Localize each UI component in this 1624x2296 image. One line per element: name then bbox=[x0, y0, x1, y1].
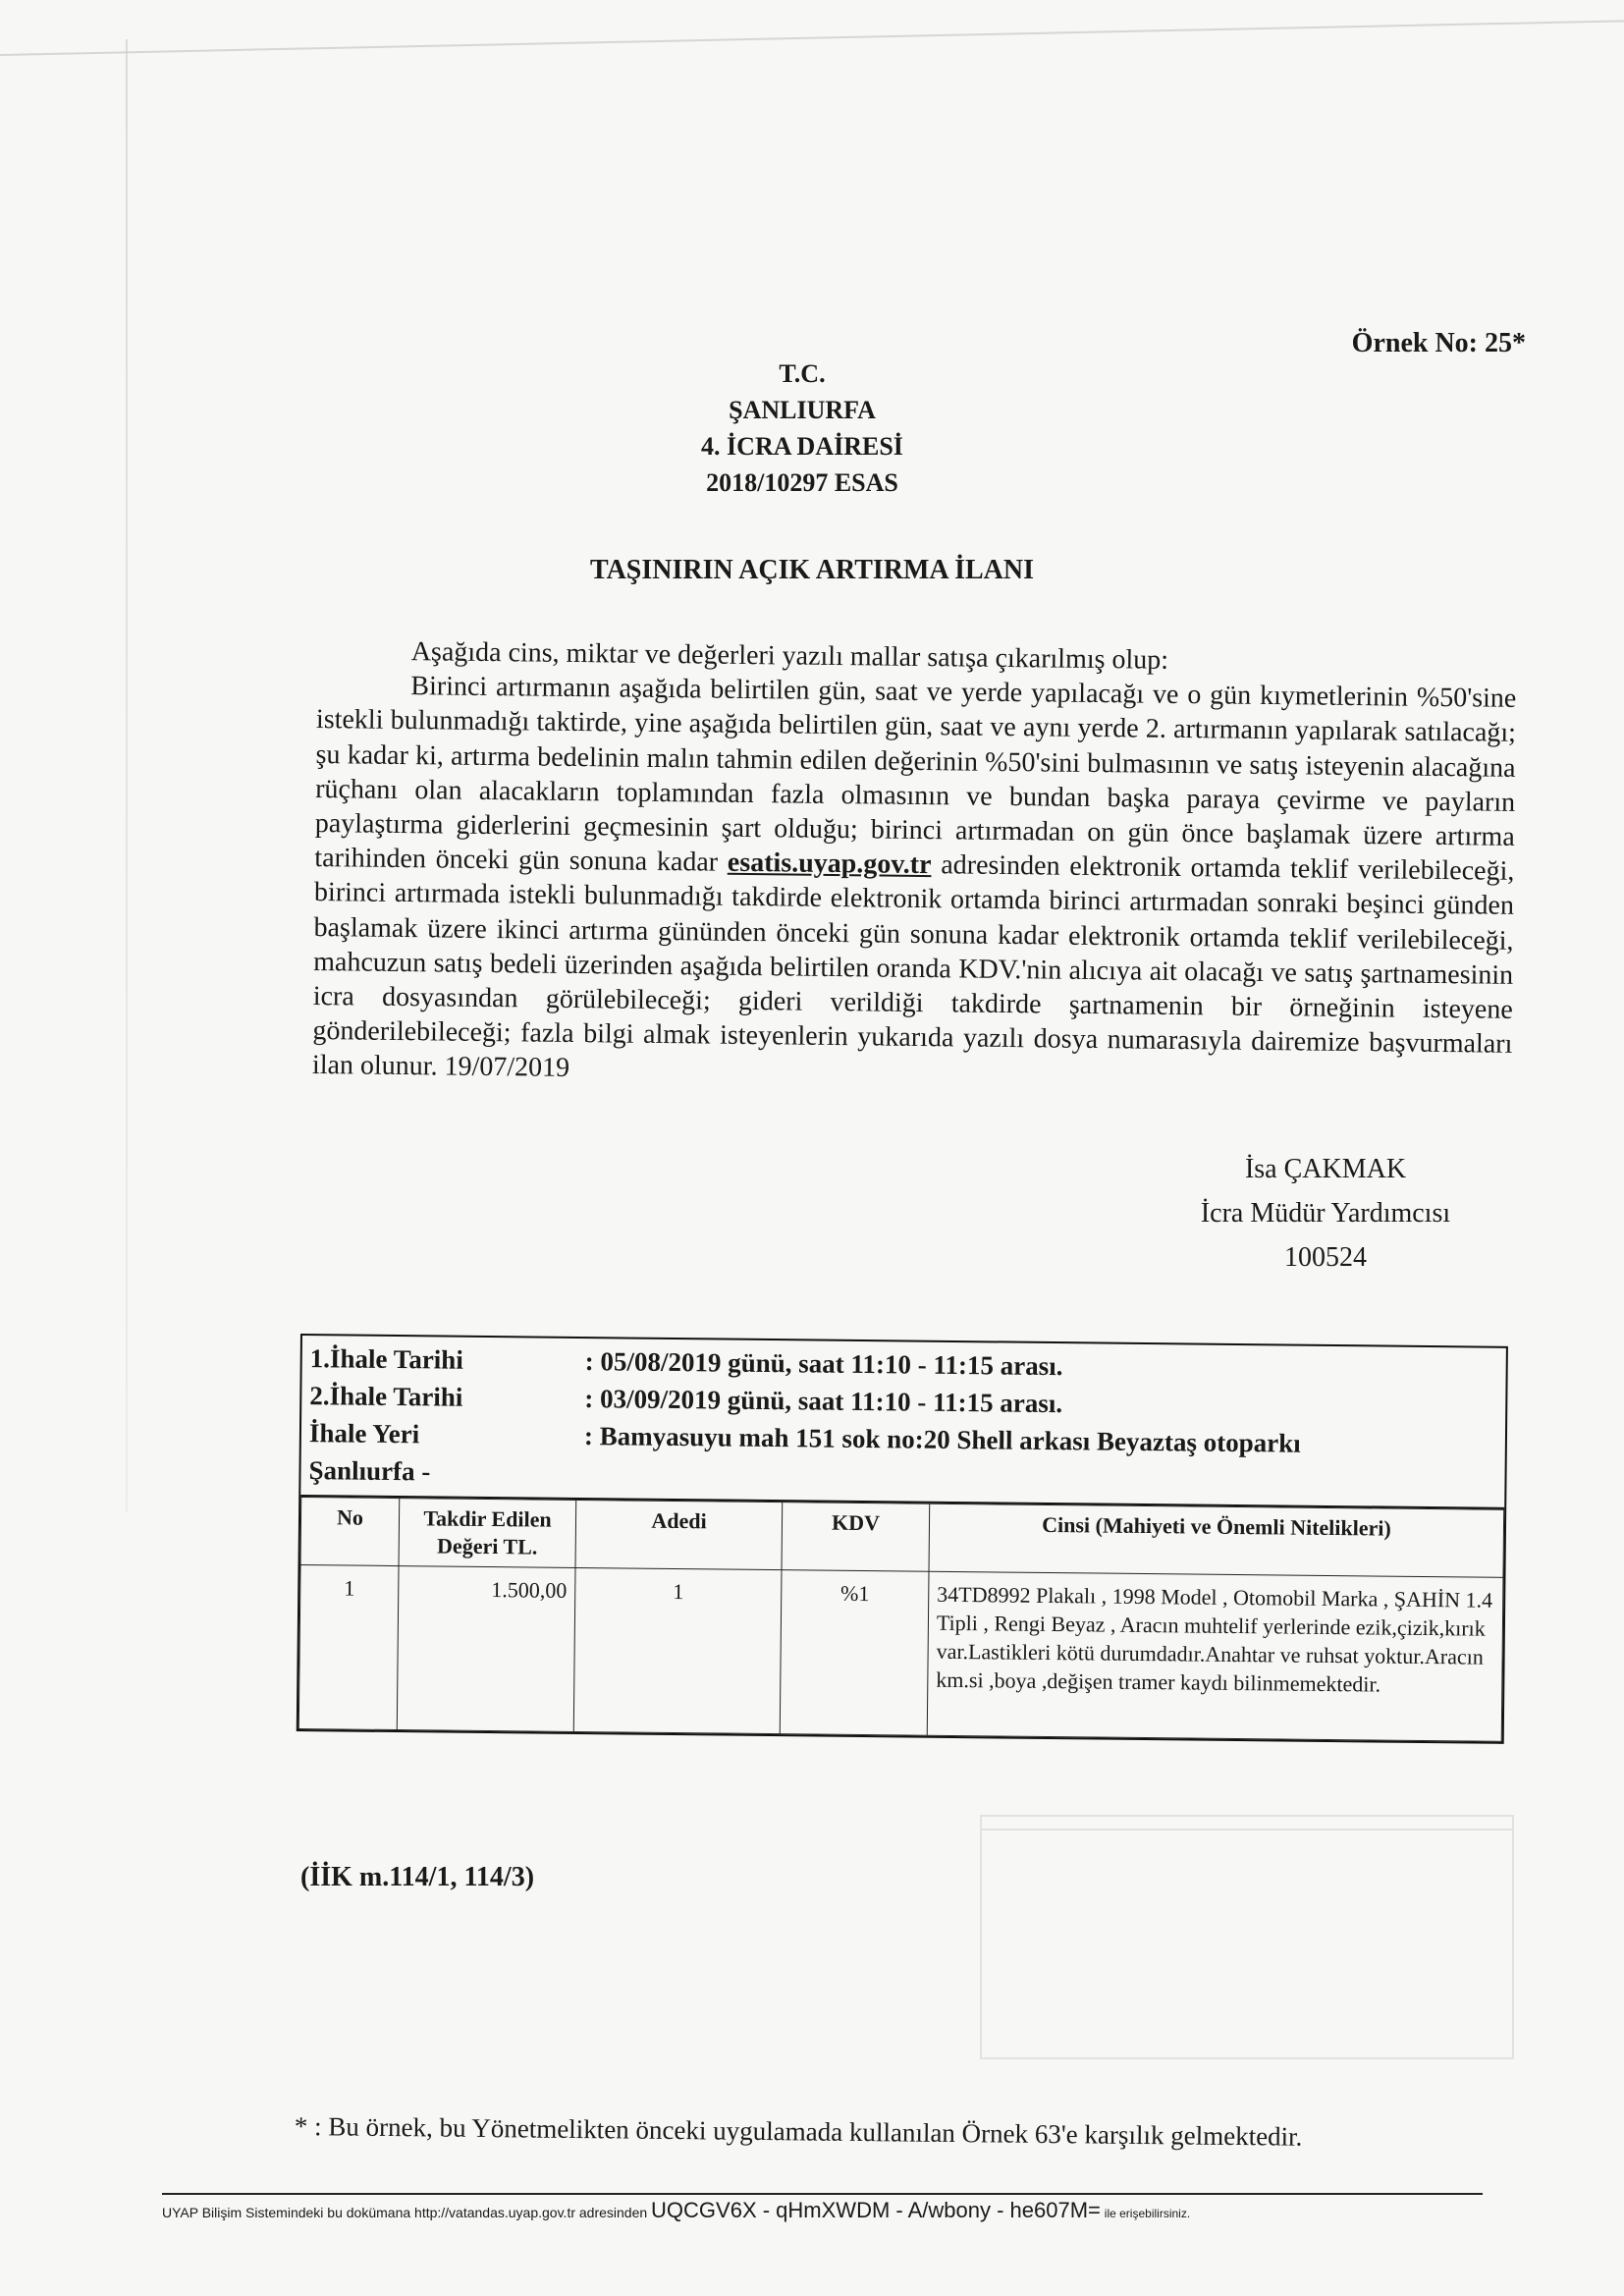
signature-block bbox=[1129, 1147, 1522, 1280]
header-line: T.C. bbox=[779, 359, 826, 388]
info-label: 2.İhale Tarihi bbox=[309, 1381, 463, 1412]
footer-prefix: UYAP Bilişim Sistemindeki bu dokümana http://vatandas.uyap.gov.tr adresinden bbox=[162, 2205, 648, 2220]
info-label: Şanlıurfa - bbox=[308, 1455, 431, 1487]
column-header: Adedi bbox=[575, 1500, 783, 1569]
verification-footer bbox=[162, 2198, 1190, 2223]
court-header bbox=[0, 355, 1624, 501]
ornek-number: Örnek No: 25* bbox=[1351, 328, 1526, 358]
header-line: 4. İCRA DAİRESİ bbox=[701, 432, 903, 461]
announcement-body bbox=[312, 633, 1517, 1096]
header-line: 2018/10297 ESAS bbox=[706, 468, 898, 497]
footer-divider bbox=[162, 2193, 1483, 2195]
signer-id: 100524 bbox=[1284, 1242, 1367, 1273]
body-text-part: Birinci artırmanın aşağıda belirtilen gün, saat ve yerde yapılacağı ve o gün kıymetlerinin %50'sine istekli bulunmadığı taktirde, yine aşağıda belirtilen gün, saat ve aynı yerde 2. artırmanın yapılarak satılacağı; şu kadar ki, artırma bedelinin malın tahmin edilen değerinin %50'sini bulmasının ve satış isteyenin alacağına rüçhanı olan alacakların toplamından fazla olmasının ve bundan başka paraya çevirme ve payların paylaştırma giderlerini geçmesinin şart olduğu; birinci artırmadan on gün önce başlamak üzere artırma tarihinden önceki gün sonuna kadar bbox=[314, 671, 1517, 878]
verification-code: UQCGV6X - qHmXWDM - A/wbony - he607M= bbox=[651, 2198, 1101, 2222]
cell-description: 34TD8992 Plakalı , 1998 Model , Otomobil Marka , ŞAHİN 1.4 Tipli , Rengi Beyaz , Aracın muhtelif yerlerinde ezik,çizik,kırık var.Lastikleri kötü durumdadır.Anahtar ve ruhsat yoktur.Aracın km.si ,boya ,değişen tramer kaydı bilinmemektedir. bbox=[927, 1571, 1503, 1741]
cell-kdv: %1 bbox=[780, 1570, 929, 1736]
cell-no: 1 bbox=[298, 1565, 399, 1730]
scan-fold-line bbox=[126, 39, 128, 1512]
scan-edge bbox=[0, 0, 1624, 56]
signer-title: İcra Müdür Yardımcısı bbox=[1200, 1198, 1451, 1229]
auction-info bbox=[300, 1336, 1506, 1509]
document-title: TAŞINIRIN AÇIK ARTIRMA İLANI bbox=[589, 555, 1035, 585]
table-row bbox=[298, 1565, 1503, 1742]
column-header: Cinsi (Mahiyeti ve Önemli Nitelikleri) bbox=[929, 1503, 1504, 1577]
esatis-link[interactable]: esatis.uyap.gov.tr bbox=[727, 847, 932, 881]
intro-paragraph: Aşağıda cins, miktar ve değerleri yazılı mallar satışa çıkarılmış olup: bbox=[410, 636, 1169, 676]
info-label: İhale Yeri bbox=[308, 1418, 420, 1449]
info-label: 1.İhale Tarihi bbox=[309, 1343, 463, 1375]
footer-suffix: ile erişebilirsiniz. bbox=[1104, 2207, 1191, 2220]
main-paragraph bbox=[312, 668, 1517, 1096]
info-value: : 05/08/2019 günü, saat 11:10 - 11:15 arası. bbox=[584, 1346, 1063, 1382]
column-header: Takdir Edilen Değeri TL. bbox=[399, 1499, 576, 1568]
faded-stamp bbox=[980, 1815, 1514, 2059]
info-value: : Bamyasuyu mah 151 sok no:20 Shell arkası Beyaztaş otoparkı bbox=[583, 1421, 1301, 1458]
column-header: No bbox=[300, 1498, 400, 1566]
stamp-header bbox=[982, 1817, 1512, 1831]
signer-name: İsa ÇAKMAK bbox=[1244, 1154, 1407, 1184]
items-header-row bbox=[300, 1498, 1504, 1578]
items-table bbox=[298, 1497, 1504, 1742]
column-header: KDV bbox=[782, 1503, 930, 1572]
body-text-part: adresinden elektronik ortamda teklif verilebileceği, birinci artırmada istekli bulunmadığı takdirde elektronik ortamda birinci artırmadan sonraki beşinci günden başlamak üzere ikinci artırma gününden önceki gün sonuna kadar elektronik ortamda teklif verilebileceği, mahcuzun satış bedeli üzerinden aşağıda belirtilen oranda KDV.'nin alıcıya ait olacağı ve satış şartnamesinin icra dosyasından görülebileceği; gideri verildiği takdirde şartnamenin bir örneğinin isteyene gönderilebileceği; fazla bilgi almak isteyenlerin yukarıda yazılı dosya numarasıyla dairemize başvurmaları ilan olunur. 19/07/2019 bbox=[311, 849, 1515, 1084]
cell-qty: 1 bbox=[573, 1567, 782, 1733]
law-reference: (İİK m.114/1, 114/3) bbox=[300, 1862, 535, 1892]
cell-value: 1.500,00 bbox=[397, 1566, 575, 1732]
header-line: ŞANLIURFA bbox=[729, 396, 876, 424]
footnote: * : Bu örnek, bu Yönetmelikten önceki uygulamada kullanılan Örnek 63'e karşılık gelmektedir. bbox=[294, 2111, 1303, 2152]
info-value: : 03/09/2019 günü, saat 11:10 - 11:15 arası. bbox=[584, 1384, 1063, 1419]
auction-table bbox=[297, 1334, 1508, 1744]
